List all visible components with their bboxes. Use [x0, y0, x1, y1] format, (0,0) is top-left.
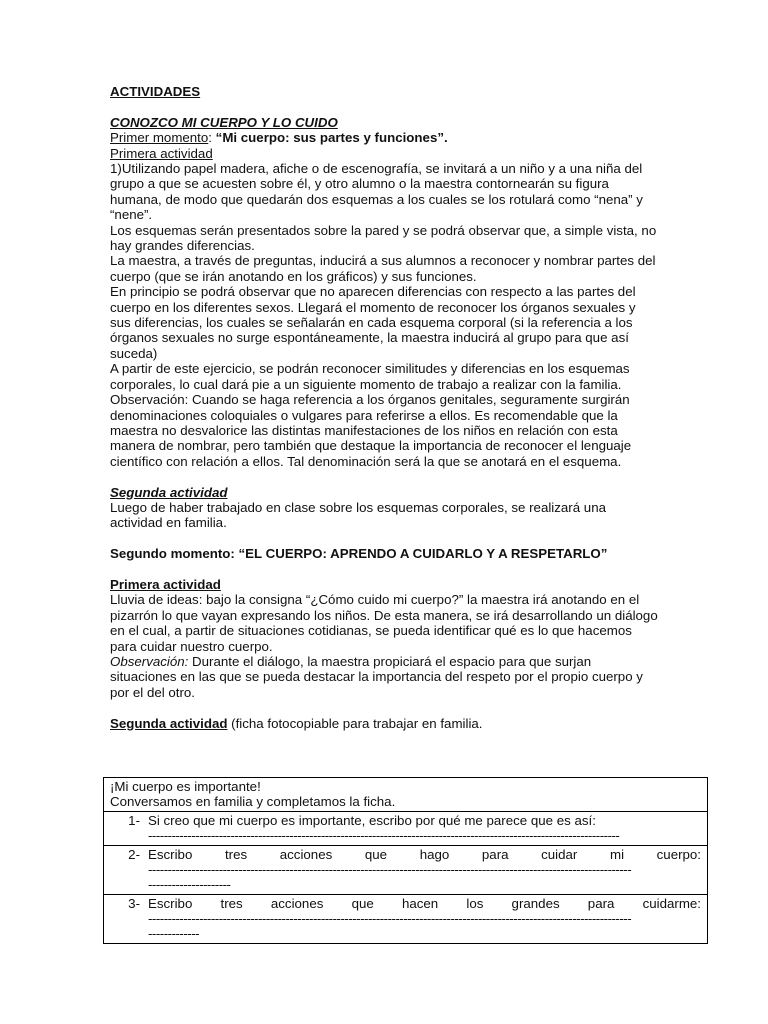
paragraph-9: Durante el diálogo, la maestra propiciará el espacio para que surjan situaciones en las que se pueda destacar la importancia del respeto por el propio cuerpo y por el del otro.: [110, 653, 643, 700]
paragraph-6: Observación: Cuando se haga referencia a los órganos genitales, seguramente surgirán denominaciones coloquiales o vulgares para referirse a ellos. Es recomendable que la maestra no desvalorice las distintas manifestaciones de los niños en relación con esta manera de nombrar, pero también que destaque la importancia de reconocer el lenguaje científico con relación a ellos. Tal denominación será la que se anotará en el esquema.: [110, 392, 632, 469]
item-prompt: Escribo tres acciones que hago para cuidar mi cuerpo:: [148, 847, 701, 862]
paragraph-4: En principio se podrá observar que no aparecen diferencias con respecto a las partes del cuerpo en los diferentes sexos. Llegará el momento de reconocer los órganos sexuales y sus diferencias, los cuales se señalarán en cada esquema corporal (si la referencia a los órganos sexuales no surge espontáneamente, la maestra inducirá al grupo para que así suceda): [110, 284, 636, 361]
observation-label: Observación:: [110, 653, 189, 669]
activity-1-heading: Primera actividad: [110, 145, 213, 161]
worksheet-item-cell: [104, 895, 708, 944]
worksheet-instructions: Conversamos en familia y completamos la ficha.: [110, 794, 396, 809]
moment-1-title: “Mi cuerpo: sus partes y funciones”.: [215, 130, 448, 146]
worksheet-item: [110, 896, 701, 941]
paragraph-2: Los esquemas serán presentados sobre la pared y se podrá observar que, a simple vista, no hay grandes diferencias.: [110, 222, 657, 254]
answer-line-continued[interactable]: -------------: [148, 926, 200, 941]
worksheet-table: [103, 777, 708, 944]
worksheet-item-cell: [104, 812, 708, 846]
worksheet-heading: ¡Mi cuerpo es importante!: [110, 779, 261, 794]
moment-1-colon: :: [208, 130, 216, 146]
item-number: 2-: [128, 847, 140, 862]
worksheet-item: [110, 813, 701, 843]
moment-1-line: [110, 130, 658, 145]
section-title: CONOZCO MI CUERPO Y LO CUIDO: [110, 114, 338, 130]
worksheet-item-row: [104, 812, 708, 846]
answer-line[interactable]: ------------------------------------------------------------------------------------------------------------------------: [148, 828, 620, 843]
document-body: [110, 84, 658, 731]
worksheet-header-cell: [104, 778, 708, 812]
page-title: ACTIVIDADES: [110, 84, 201, 99]
answer-line-continued[interactable]: ---------------------: [148, 877, 231, 892]
paragraph-8: Lluvia de ideas: bajo la consigna “¿Cómo cuido mi cuerpo?” la maestra irá anotando en el pizarrón lo que vayan expresando los niños. De esta manera, se irá desarrollando un diálogo en el cual, a partir de situaciones cotidianas, se pueda identificar qué es lo que hacemos para cuidar nuestro cuerpo.: [110, 592, 658, 654]
worksheet-item-row: [104, 846, 708, 895]
moment-1-label: Primer momento: [110, 130, 209, 146]
observation-paragraph: [110, 654, 658, 700]
item-prompt: Si creo que mi cuerpo es importante, escribo por qué me parece que es así:: [148, 813, 596, 828]
activity-4-line: [110, 716, 658, 731]
worksheet-item: [110, 847, 701, 892]
worksheet-item-row: [104, 895, 708, 944]
answer-line[interactable]: ---------------------------------------------------------------------------------------------------------------------------: [148, 862, 632, 877]
paragraph-5: A partir de este ejercicio, se podrán reconocer similitudes y diferencias en los esquemas corporales, lo cual dará pie a un siguiente momento de trabajo a realizar con la familia.: [110, 361, 630, 392]
worksheet-item-cell: [104, 846, 708, 895]
paragraph-7: Luego de haber trabajado en clase sobre los esquemas corporales, se realizará una actividad en familia.: [110, 499, 606, 531]
item-number: 1-: [128, 813, 140, 828]
activity-4-suffix: (ficha fotocopiable para trabajar en familia.: [227, 715, 483, 731]
activity-3-heading: Primera actividad: [110, 576, 221, 592]
item-prompt: Escribo tres acciones que hacen los grandes para cuidarme:: [148, 896, 701, 911]
answer-line[interactable]: ---------------------------------------------------------------------------------------------------------------------------: [148, 911, 632, 926]
moment-2-title: Segundo momento: “EL CUERPO: APRENDO A CUIDARLO Y A RESPETARLO”: [110, 546, 608, 562]
paragraph-3: La maestra, a través de preguntas, inducirá a sus alumnos a reconocer y nombrar partes del cuerpo (que se irán anotando en los gráficos) y sus funciones.: [110, 253, 656, 284]
paragraph-1: 1)Utilizando papel madera, afiche o de escenografía, se invitará a un niño y a una niña del grupo a que se acuesten sobre él, y otro alumno o la maestra contornearán su figura humana, de modo que quedarán dos esquemas a los cuales se los rotulará como “nena” y “nene”.: [110, 161, 643, 223]
worksheet-header-row: [104, 778, 708, 812]
activity-2-heading: Segunda actividad: [110, 484, 228, 500]
activity-4-heading: Segunda actividad: [110, 715, 228, 731]
item-number: 3-: [128, 896, 140, 911]
